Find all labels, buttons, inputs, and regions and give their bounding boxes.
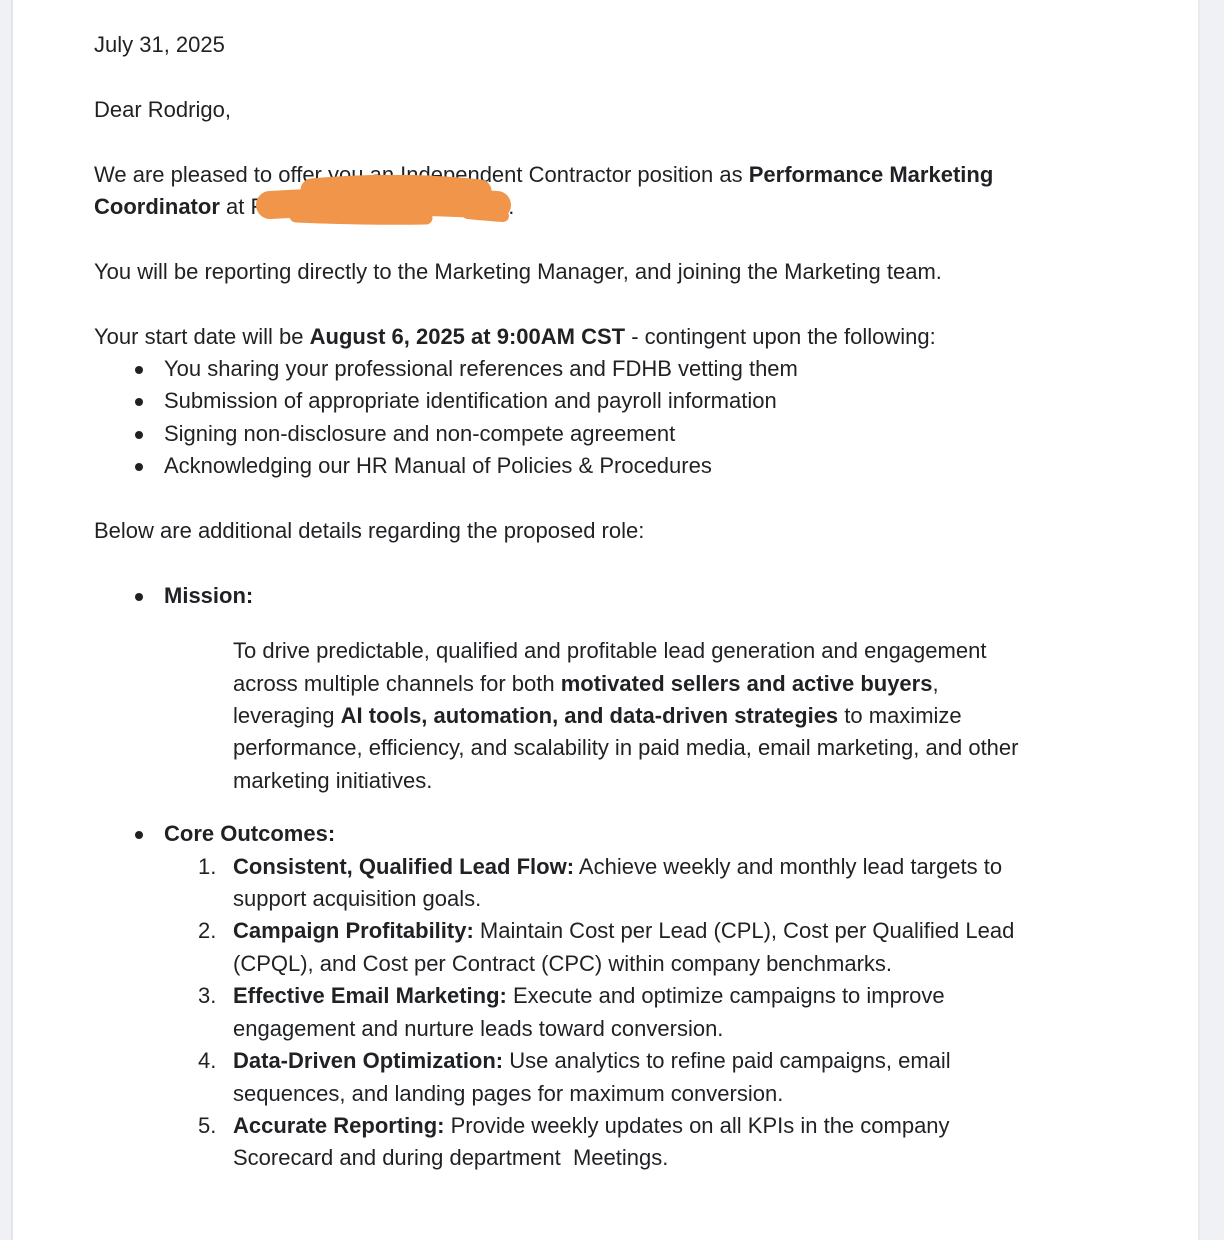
bold-text-segment: Consistent, Qualified Lead Flow: — [233, 853, 575, 879]
start-date-paragraph — [94, 321, 1198, 353]
text-line — [94, 515, 1198, 547]
text-segment: Your start date will be — [94, 323, 310, 349]
text-segment: marketing initiatives. — [233, 767, 433, 793]
mission-paragraph — [233, 635, 1198, 797]
document-page — [11, 0, 1200, 1240]
core-outcomes-list — [94, 851, 1198, 1175]
text-segment: You will be reporting directly to the Marketing Manager, and joining the Marketing team. — [94, 258, 942, 284]
text-segment: across multiple channels for both — [233, 670, 561, 696]
text-segment: support acquisition goals. — [233, 886, 482, 912]
text-segment: Submission of appropriate identification and payroll information — [164, 388, 777, 414]
text-line — [233, 635, 1198, 667]
text-line — [233, 732, 1198, 764]
list-item — [94, 915, 1198, 980]
text-line — [233, 980, 1198, 1012]
list-number: 3. — [198, 983, 217, 1009]
text-line — [164, 353, 1198, 385]
date-line — [94, 29, 1198, 61]
bold-text-segment: Coordinator — [94, 194, 220, 219]
text-line — [94, 159, 1198, 191]
bold-text-segment: Campaign Profitability: — [233, 918, 474, 944]
mission-heading — [94, 580, 1198, 612]
text-line — [164, 418, 1198, 450]
details-intro — [94, 515, 1198, 547]
list-number: 2. — [198, 918, 217, 944]
bold-text-segment: Mission: — [164, 582, 254, 608]
text-segment: Acknowledging our HR Manual of Policies & Procedures — [164, 453, 712, 479]
text-line — [233, 1110, 1198, 1142]
text-segment: (CPQL), and Cost per Contract (CPC) within company benchmarks. — [233, 950, 893, 976]
bullet-icon — [135, 593, 143, 601]
reporting-paragraph — [94, 256, 1198, 288]
list-item — [94, 818, 1198, 850]
bold-text-segment: Performance Marketing — [748, 161, 994, 187]
text-segment: You sharing your professional references and FDHB vetting them — [164, 356, 798, 381]
text-segment: Signing non-disclosure and non-compete agreement — [164, 420, 676, 446]
bold-text-segment: Effective Email Marketing: — [233, 983, 507, 1009]
list-number: 1. — [198, 853, 217, 879]
list-item — [94, 1110, 1198, 1175]
text-segment: leveraging — [233, 703, 341, 729]
bold-text-segment: Data-Driven Optimization: — [233, 1048, 504, 1074]
text-segment: at F — [219, 194, 264, 219]
text-segment: sequences, and landing pages for maximum conversion. — [233, 1080, 784, 1106]
text-segment: - contingent upon the following: — [625, 323, 936, 349]
list-number: 4. — [198, 1048, 217, 1074]
text-segment: July 31, 2025 — [94, 32, 225, 57]
bullet-icon — [135, 366, 143, 374]
text-line — [233, 765, 1198, 797]
text-line — [164, 385, 1198, 417]
text-segment: Achieve weekly and monthly lead targets to — [574, 853, 1003, 879]
text-segment: Execute and optimize campaigns to improve — [506, 983, 945, 1009]
list-item — [94, 418, 1198, 450]
text-segment: , — [932, 670, 939, 696]
text-segment: We are pleased to offer you an Independent Contractor position as — [94, 161, 749, 187]
text-line — [94, 94, 1198, 126]
text-line — [233, 948, 1198, 980]
text-line — [233, 915, 1198, 947]
bullet-icon — [135, 463, 143, 471]
text-segment: performance, efficiency, and scalability in paid media, email marketing, and other — [233, 735, 1019, 761]
bold-text-segment: August 6, 2025 at 9:00AM CST — [309, 323, 626, 349]
text-line — [94, 256, 1198, 288]
text-line — [233, 700, 1198, 732]
text-line — [94, 191, 1198, 223]
salutation — [94, 94, 1198, 126]
text-segment: Use analytics to refine paid campaigns, email — [503, 1048, 951, 1074]
core-outcomes-heading — [94, 818, 1198, 850]
text-line — [94, 321, 1198, 353]
text-line — [94, 29, 1198, 61]
text-segment: Scorecard and during department Meetings. — [233, 1145, 669, 1171]
redaction-marker — [264, 192, 490, 214]
list-item — [94, 980, 1198, 1045]
text-line — [164, 450, 1198, 482]
text-segment: Below are additional details regarding the proposed role: — [94, 518, 645, 544]
text-segment: rs. — [489, 194, 515, 219]
list-item — [94, 1045, 1198, 1110]
list-number: 5. — [198, 1112, 217, 1138]
bullet-icon — [135, 831, 143, 839]
text-line — [233, 1142, 1198, 1174]
text-line — [233, 1078, 1198, 1110]
text-segment: engagement and nurture leads toward conversion. — [233, 1015, 724, 1041]
list-item — [94, 580, 1198, 612]
bold-text-segment: Core Outcomes: — [164, 821, 336, 847]
text-line — [233, 851, 1198, 883]
bold-text-segment: Accurate Reporting: — [233, 1112, 445, 1138]
contingency-list — [94, 353, 1198, 483]
text-line — [233, 1013, 1198, 1045]
offer-paragraph — [94, 159, 1198, 224]
list-item — [94, 385, 1198, 417]
text-line — [233, 668, 1198, 700]
text-line — [164, 818, 1198, 850]
text-line — [164, 580, 1198, 612]
text-segment: to maximize — [838, 703, 962, 729]
text-line — [233, 1045, 1198, 1077]
letter-content — [13, 0, 1198, 1175]
text-segment: Dear Rodrigo, — [94, 96, 231, 122]
text-segment: Maintain Cost per Lead (CPL), Cost per Qualified Lead — [473, 918, 1015, 944]
bullet-icon — [135, 398, 143, 406]
text-segment: To drive predictable, qualified and profitable lead generation and engagement — [233, 638, 987, 664]
bold-text-segment: AI tools, automation, and data-driven strategies — [340, 703, 839, 729]
bold-text-segment: motivated sellers and active buyers — [560, 670, 933, 696]
text-line — [233, 883, 1198, 915]
text-segment: Provide weekly updates on all KPIs in the company — [444, 1112, 950, 1138]
list-item — [94, 851, 1198, 916]
bullet-icon — [135, 431, 143, 439]
list-item — [94, 450, 1198, 482]
list-item — [94, 353, 1198, 385]
